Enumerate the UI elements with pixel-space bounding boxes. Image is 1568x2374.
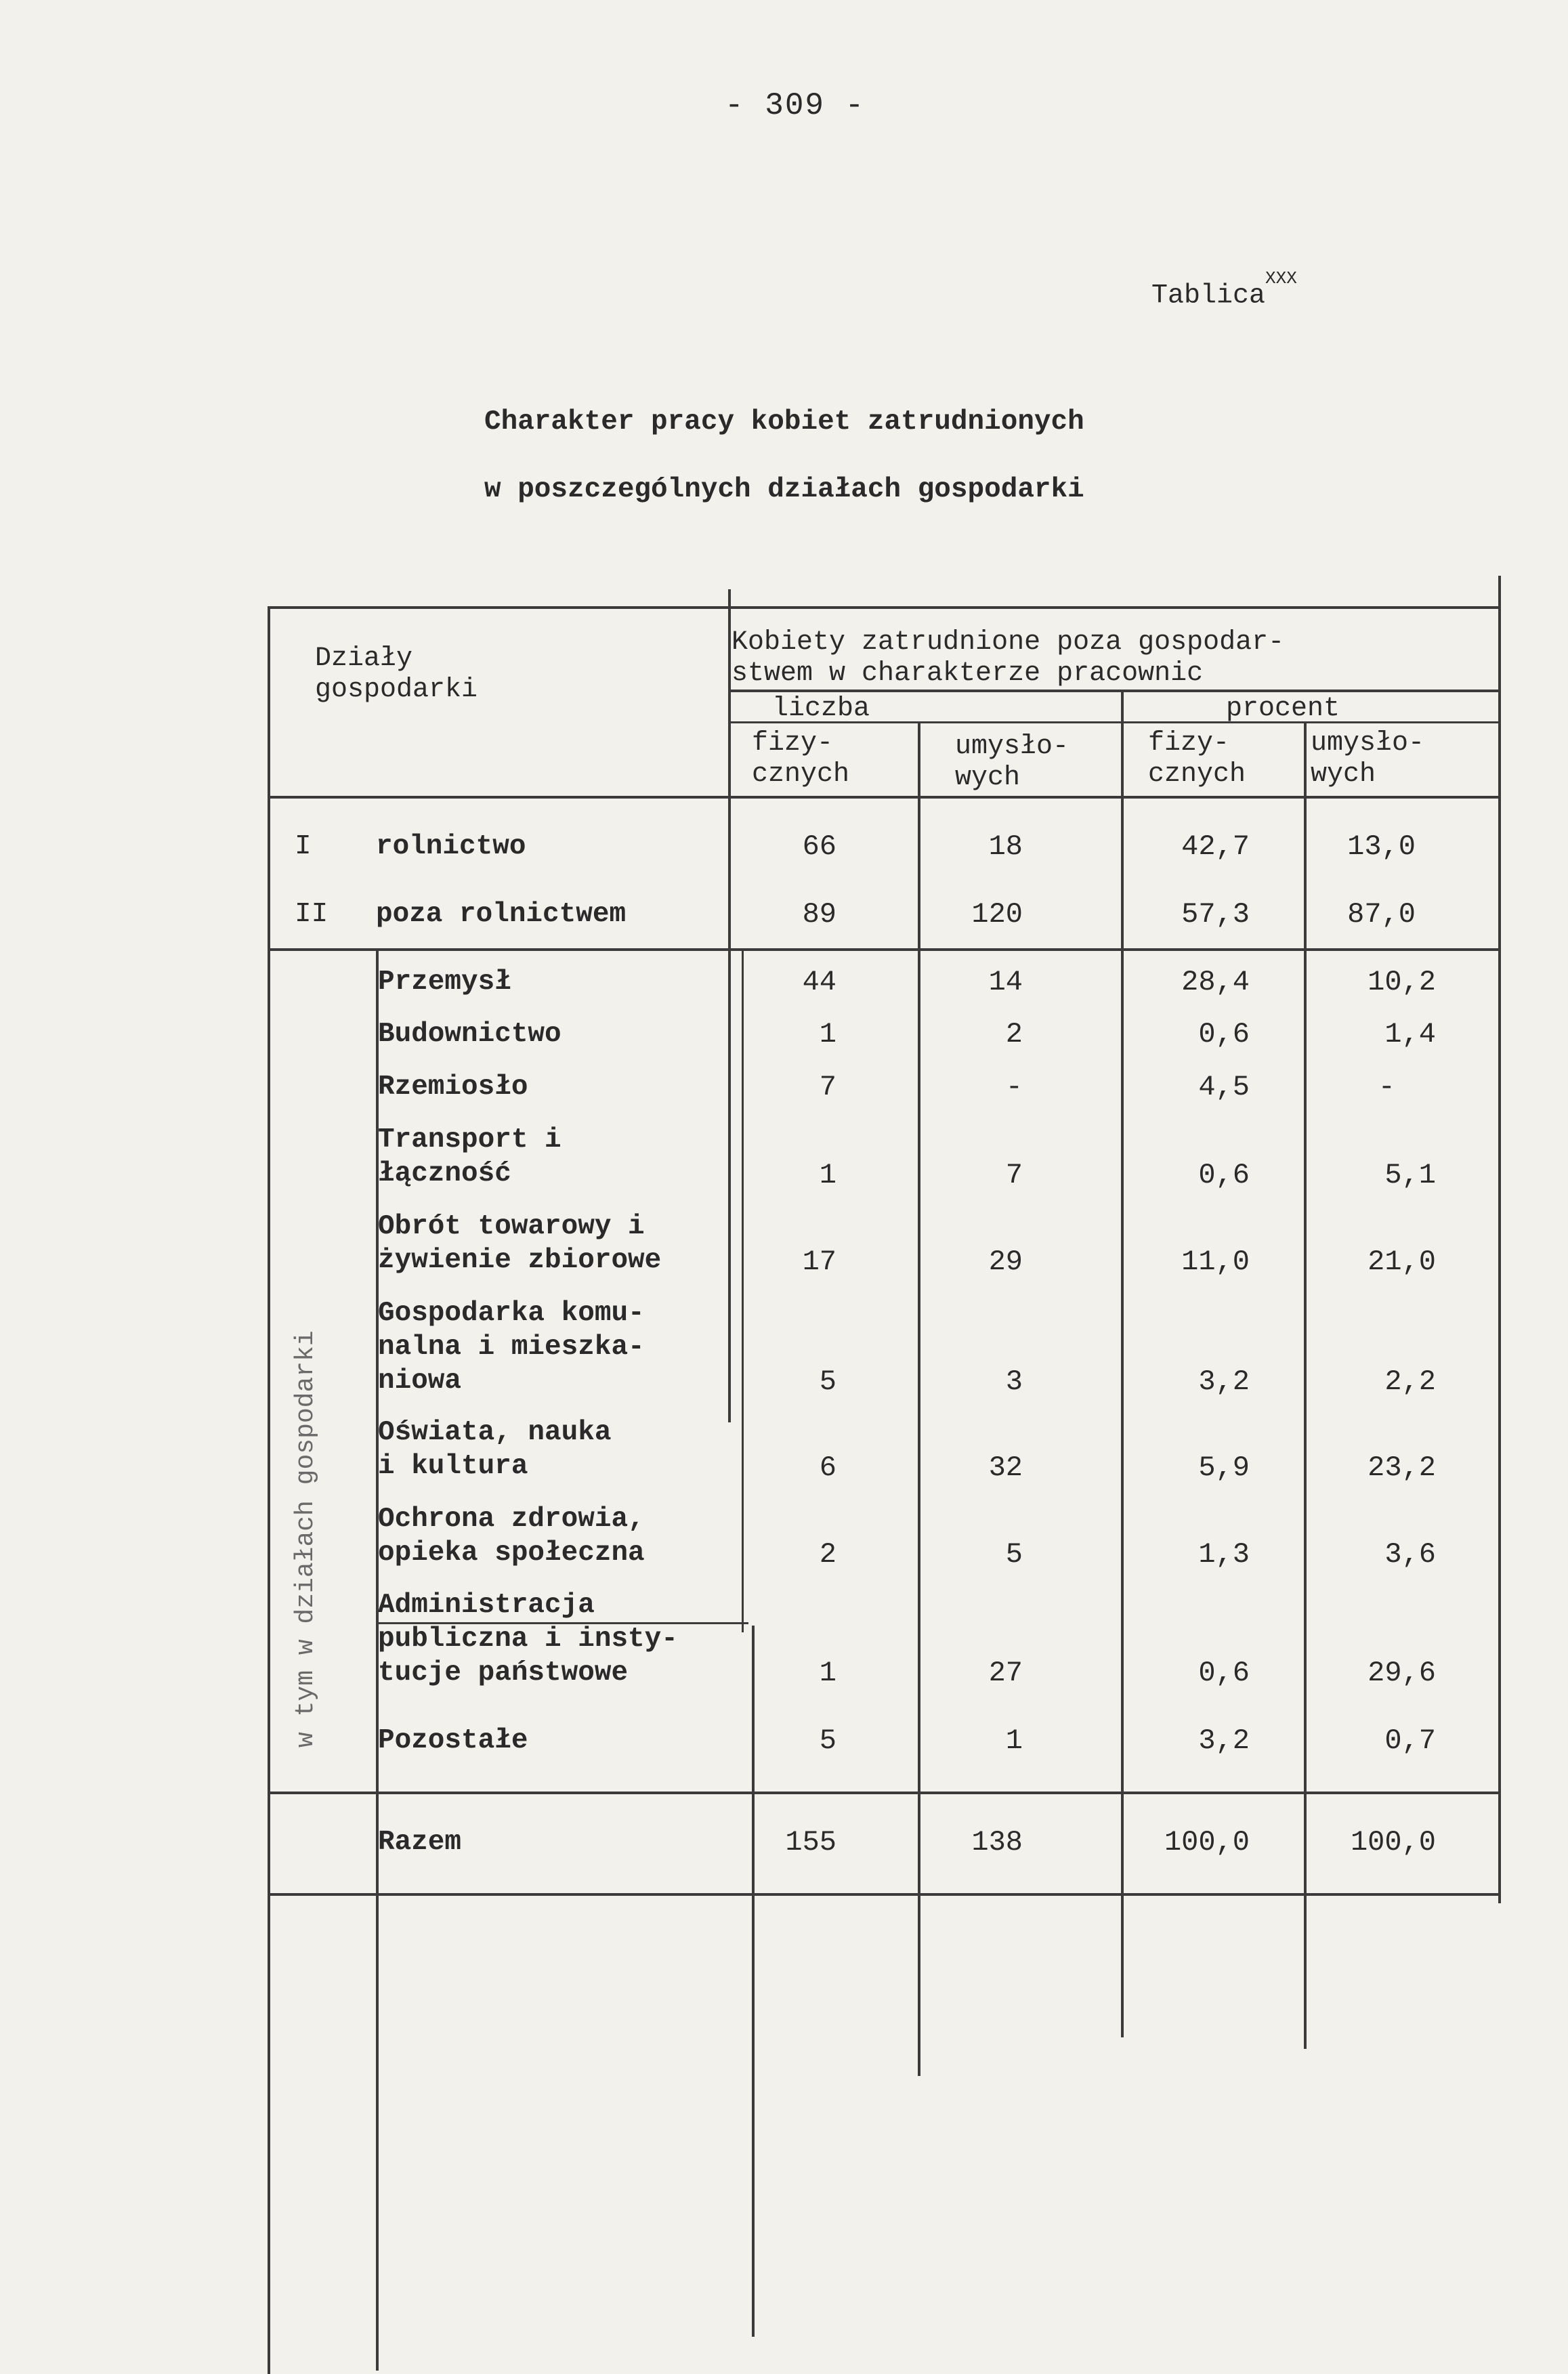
cell-pu: 2,2 bbox=[1384, 1365, 1436, 1398]
cell-pf: 3,2 bbox=[1198, 1365, 1250, 1398]
table-rule-before-total bbox=[268, 1792, 1500, 1794]
cell-lu: 2 bbox=[1005, 1018, 1023, 1051]
row-label: Gospodarka komu- nalna i mieszka- niowa bbox=[378, 1298, 645, 1397]
row-label: poza rolnictwem bbox=[376, 899, 627, 930]
cell-lu: 5 bbox=[1005, 1538, 1023, 1571]
cell-pf: 0,6 bbox=[1198, 1657, 1250, 1689]
cell-pu: - bbox=[1378, 1071, 1395, 1103]
cell-pf: 28,4 bbox=[1181, 966, 1250, 998]
cell-lf: 66 bbox=[802, 830, 836, 863]
cell-pu: 13,0 bbox=[1347, 830, 1416, 863]
cell-lf: 5 bbox=[819, 1365, 836, 1398]
row-label: Oświata, nauka i kultura bbox=[378, 1417, 612, 1482]
cell-pf: 5,9 bbox=[1198, 1451, 1250, 1484]
cell-lu: 138 bbox=[971, 1826, 1023, 1859]
table-rule-bottom bbox=[268, 1893, 1500, 1896]
cell-lu: 1 bbox=[1005, 1724, 1023, 1757]
cell-lf: 5 bbox=[819, 1724, 836, 1757]
header-kobiety: Kobiety zatrudnione poza gospodar- stwem w charakterze pracownic bbox=[732, 627, 1285, 689]
cell-pf: 100,0 bbox=[1164, 1826, 1250, 1859]
header-liczba: liczba bbox=[772, 694, 870, 724]
row-roman: I bbox=[295, 831, 312, 862]
cell-pu: 0,7 bbox=[1384, 1724, 1436, 1757]
cell-lf: 2 bbox=[819, 1538, 836, 1571]
table-rule-header-mid bbox=[728, 690, 1500, 692]
cell-lf: 1 bbox=[819, 1018, 836, 1051]
cell-pf: 57,3 bbox=[1181, 898, 1250, 931]
cell-pu: 10,2 bbox=[1368, 966, 1436, 998]
row-roman: II bbox=[295, 899, 329, 930]
header-dzialy: Działy gospodarki bbox=[315, 643, 478, 705]
row-label: Razem bbox=[378, 1827, 462, 1858]
cell-lu: 27 bbox=[988, 1657, 1023, 1689]
table-border-right bbox=[1498, 576, 1501, 1903]
cell-pf: 0,6 bbox=[1198, 1159, 1250, 1191]
header-pf: fizy- cznych bbox=[1148, 728, 1246, 790]
cell-lf: 155 bbox=[785, 1826, 836, 1859]
cell-pu: 21,0 bbox=[1368, 1246, 1436, 1278]
row-label: Administracja publiczna i insty- tucje państwowe bbox=[378, 1590, 678, 1689]
cell-pf: 11,0 bbox=[1181, 1246, 1250, 1278]
row-label: Budownictwo bbox=[378, 1019, 561, 1050]
row-label: Ochrona zdrowia, opieka społeczna bbox=[378, 1504, 645, 1569]
table-border-left bbox=[268, 606, 270, 2374]
tablica-sup: XXX bbox=[1265, 268, 1297, 289]
vertical-label: w tym w działach gospodarki bbox=[291, 1330, 320, 1747]
cell-lf: 1 bbox=[819, 1657, 836, 1689]
title-line-2: w poszczególnych działach gospodarki bbox=[484, 474, 1084, 505]
cell-lu: 3 bbox=[1005, 1365, 1023, 1398]
cell-pf: 3,2 bbox=[1198, 1724, 1250, 1757]
cell-pf: 1,3 bbox=[1198, 1538, 1250, 1571]
cell-pf: 4,5 bbox=[1198, 1071, 1250, 1103]
cell-pf: 0,6 bbox=[1198, 1018, 1250, 1051]
cell-lf: 17 bbox=[802, 1246, 836, 1278]
cell-pu: 5,1 bbox=[1384, 1159, 1436, 1191]
tablica-label: Tablica bbox=[1151, 280, 1266, 312]
cell-pf: 42,7 bbox=[1181, 830, 1250, 863]
row-label: Transport i łączność bbox=[378, 1124, 561, 1189]
cell-lf: 6 bbox=[819, 1451, 836, 1484]
cell-lu: 32 bbox=[988, 1451, 1023, 1484]
cell-pu: 23,2 bbox=[1368, 1451, 1436, 1484]
row-label: Przemysł bbox=[378, 967, 511, 998]
row-label: Obrót towarowy i żywienie zbiorowe bbox=[378, 1211, 662, 1276]
header-lf: fizy- cznych bbox=[752, 728, 850, 790]
page-number: - 309 - bbox=[725, 88, 866, 123]
table-rule-top bbox=[268, 606, 1500, 609]
cell-pu: 87,0 bbox=[1347, 898, 1416, 931]
cell-lf: 89 bbox=[802, 898, 836, 931]
row-label: Rzemiosło bbox=[378, 1072, 528, 1103]
title-line-1: Charakter pracy kobiet zatrudnionych bbox=[484, 406, 1084, 438]
cell-lu: 18 bbox=[988, 830, 1023, 863]
cell-lf: 7 bbox=[819, 1071, 836, 1103]
cell-lu: - bbox=[1005, 1071, 1023, 1103]
cell-lf: 1 bbox=[819, 1159, 836, 1191]
cell-pu: 100,0 bbox=[1350, 1826, 1436, 1859]
table-rule-sections bbox=[268, 948, 1500, 951]
cell-pu: 29,6 bbox=[1368, 1657, 1436, 1689]
row-label: Pozostałe bbox=[378, 1725, 528, 1756]
row-label: rolnictwo bbox=[376, 831, 526, 862]
cell-lu: 120 bbox=[971, 898, 1023, 931]
table-col-label-divider bbox=[728, 589, 731, 1422]
cell-pu: 3,6 bbox=[1384, 1538, 1436, 1571]
cell-lu: 14 bbox=[988, 966, 1023, 998]
cell-lu: 29 bbox=[988, 1246, 1023, 1278]
header-pu: umysło- wych bbox=[1311, 728, 1425, 790]
header-procent: procent bbox=[1226, 694, 1340, 724]
header-lu: umysło- wych bbox=[955, 732, 1069, 793]
cell-pu: 1,4 bbox=[1384, 1018, 1436, 1051]
cell-lu: 7 bbox=[1005, 1159, 1023, 1191]
table-rule-header-bottom bbox=[268, 796, 1500, 799]
cell-lf: 44 bbox=[802, 966, 836, 998]
